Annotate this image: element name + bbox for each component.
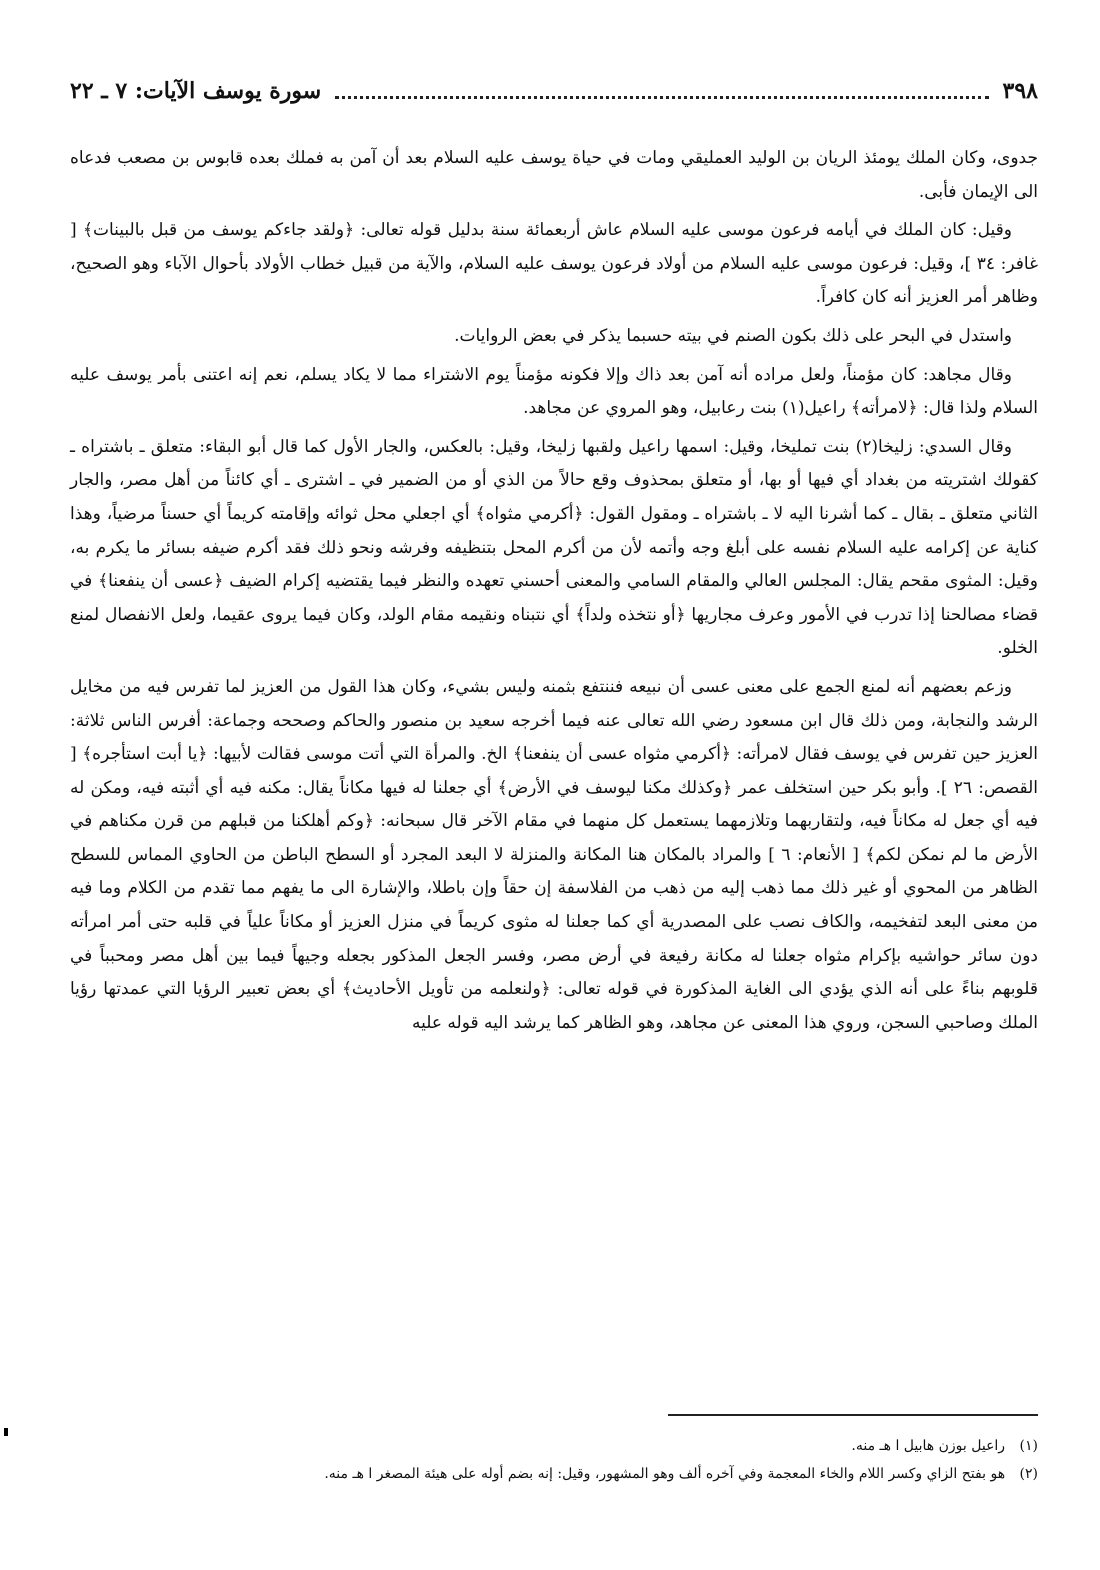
page-header — [70, 76, 1038, 106]
paragraph: وقيل: كان الملك في أيامه فرعون موسى عليه السلام عاش أربعمائة سنة بدليل قوله تعالى: ﴿ولقد جاءكم يوسف من قبل بالبينات﴾ [ غافر: ٣٤ ]، وقيل: فرعون موسى عليه السلام من أولاد فرعون يوسف عليه السلام، والآية من قبيل خطاب الأولاد بأحوال الآباء وهو الصحيح، وظاهر أمر العزيز أنه كان كافراً. — [70, 220, 1038, 308]
footnotes — [70, 1432, 1038, 1488]
footnote — [70, 1460, 1038, 1488]
scan-mark — [4, 1428, 8, 1436]
running-title: سورة يوسف الآيات: ٧ ـ ٢٢ — [70, 78, 322, 104]
footnote-number: (٢) — [1019, 1466, 1038, 1482]
paragraph: وقال السدي: زليخا(٢) بنت تمليخا، وقيل: اسمها راعيل ولقبها زليخا، وقيل: بالعكس، والجار الأول كما قال أبو البقاء: متعلق ـ باشتراه ـ كقولك اشتريته من بغداد أي فيها أو بها، أو متعلق بمحذوف وقع حالاً من الذي أو من الضمير في ـ اشترى ـ أي كائناً من أهل مصر، والجار الثاني متعلق ـ بقال ـ كما أشرنا اليه لا ـ باشتراه ـ ومقول القول: ﴿أكرمي مثواه﴾ أي اجعلي محل ثوائه وإقامته كريماً أي حسناً مرضياً، وهذا كناية عن إكرامه عليه السلام نفسه على أبلغ وجه وأتمه لأن من أكرم المحل بتنظيفه وفرشه ونحو ذلك فقد أكرم ضيفه بسائر ما يكرم به، وقيل: المثوى مقحم يقال: المجلس العالي والمقام السامي والمعنى أحسني تعهده والنظر فيما يقتضيه إكرام الضيف ﴿عسى أن ينفعنا﴾ في قضاء مصالحنا إذا تدرب في الأمور وعرف مجاريها ﴿أو نتخذه ولداً﴾ أي نتبناه ونقيمه مقام الولد، وكان فيما يروى عقيما، ولعل الانفصال لمنع الخلو. — [70, 436, 1038, 659]
header-dot-leader — [335, 96, 988, 99]
footnote-text: راعيل بوزن هابيل ا هـ منه. — [851, 1438, 1006, 1454]
page-number: ٣٩٨ — [1002, 78, 1038, 104]
paragraph: وقال مجاهد: كان مؤمناً، ولعل مراده أنه آمن بعد ذاك وإلا فكونه مؤمناً يوم الاشتراء مما لا يكاد يسلم، نعم إنه اعتنى بأمر يوسف عليه السلام ولذا قال: ﴿لامرأته﴾ راعيل(١) بنت رعابيل، وهو المروي عن مجاهد. — [70, 364, 1038, 419]
footnote-separator — [668, 1414, 1038, 1416]
footnote-text: هو بفتح الزاي وكسر اللام والخاء المعجمة وفي آخره ألف وهو المشهور، وقيل: إنه بضم أوله على هيئة المصغر ا هـ منه. — [324, 1466, 1006, 1482]
paragraph: واستدل في البحر على ذلك بكون الصنم في بيته حسبما يذكر في بعض الروايات. — [454, 325, 1012, 346]
paragraph: وزعم بعضهم أنه لمنع الجمع على معنى عسى أن نبيعه فننتفع بثمنه وليس بشيء، وكان هذا القول من العزيز لما تفرس فيه من مخايل الرشد والنجابة، ومن ذلك قال ابن مسعود رضي الله تعالى عنه فيما أخرجه سعيد بن منصور والحاكم وصححه وجماعة: أفرس الناس ثلاثة: العزيز حين تفرس في يوسف فقال لامرأته: ﴿أكرمي مثواه عسى أن ينفعنا﴾ الخ. والمرأة التي أتت موسى فقالت لأبيها: ﴿يا أبت استأجره﴾ [ القصص: ٢٦ ]. وأبو بكر حين استخلف عمر ﴿وكذلك مكنا ليوسف في الأرض﴾ أي جعلنا له فيها مكاناً يقال: مكنه فيه أي أثبته فيه، ومكن له فيه أي جعل له مكاناً فيه، ولتقاربهما وتلازمهما يستعمل كل منهما في مقام الآخر قال سبحانه: ﴿وكم أهلكنا من قبلهم من قرن مكناهم في الأرض ما لم نمكن لكم﴾ [ الأنعام: ٦ ] والمراد بالمكان هنا المكانة والمنزلة لا البعد المجرد أو السطح الباطن من الحاوي المماس للسطح الظاهر من المحوي أو غير ذلك مما ذهب إليه من ذهب من الفلاسفة إن حقاً وإن باطلا، والإشارة الى ما يفهم مما تقدم من الكلام وما فيه من معنى البعد لتفخيمه، والكاف نصب على المصدرية أي كما جعلنا له مثوى كريماً في منزل العزيز أو مكاناً علياً في قلبه حتى أمر امرأته دون سائر حواشيه بإكرام مثواه جعلنا له مكانة رفيعة في أرض مصر، وفسر الجعل المذكور بجعله وجيهاً فيما بين أهل مصر ومحبباً في قلوبهم بناءً على أنه الذي يؤدي الى الغاية المذكورة في قوله تعالى: ﴿ولنعلمه من تأويل الأحاديث﴾ أي بعض تعبير الرؤيا التي عمدتها رؤيا الملك وصاحبي السجن، وروي هذا المعنى عن مجاهد، وهو الظاهر كما يرشد اليه قوله عليه — [70, 676, 1039, 1033]
footnote — [70, 1432, 1038, 1460]
paragraph: جدوى، وكان الملك يومئذ الريان بن الوليد العمليقي ومات في حياة يوسف عليه السلام بعد أن آمن به فملك بعده قابوس بن مصعب فدعاه الى الإيمان فأبى. — [70, 148, 1038, 202]
footnote-number: (١) — [1019, 1438, 1038, 1454]
body-text — [70, 142, 1038, 1045]
